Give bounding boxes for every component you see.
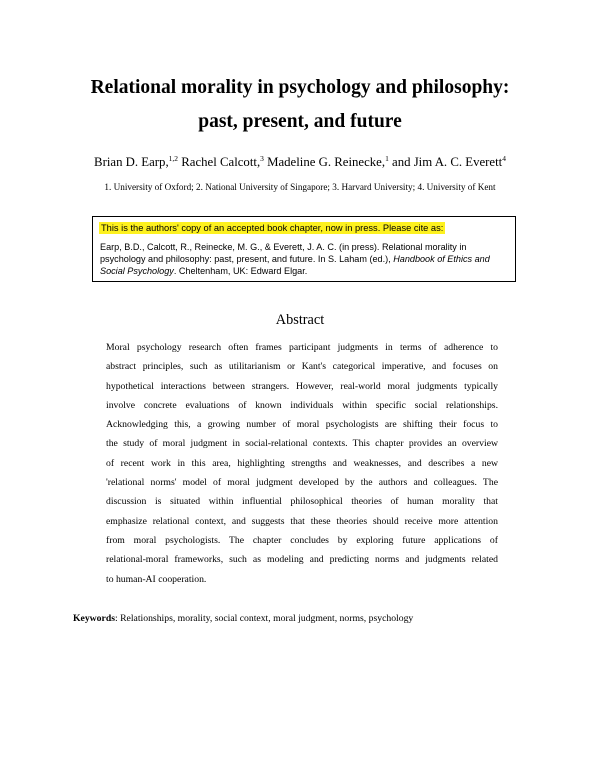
abstract-line: Moral psychology research often frames participant judgments in terms of adherence to: [106, 342, 498, 353]
abstract-line: to human-AI cooperation.: [106, 573, 207, 585]
citation-book-title: Handbook of Ethics and Social Psychology: [100, 253, 490, 276]
citation-box: [92, 216, 516, 282]
author-name: and Jim A. C. Everett: [392, 155, 503, 169]
abstract-line: of recent work in this area, highlighting strengths and weaknesses, and describes a new: [106, 457, 498, 469]
abstract-heading: Abstract: [275, 312, 325, 328]
author-name: Madeline G. Reinecke,: [267, 155, 386, 169]
affiliations: 1. University of Oxford; 2. National University of Singapore; 3. Harvard University; 4. University of Kent: [104, 182, 496, 192]
abstract-line: involve concrete evaluations of known individuals within specific social relationships.: [106, 399, 498, 411]
paper-title-line-1: Relational morality in psychology and philosophy:: [90, 77, 510, 98]
keywords-text: : Relationships, morality, social context, moral judgment, norms, psychology: [114, 613, 414, 624]
keywords-label: Keywords: [73, 613, 115, 624]
author-affiliation-marker: 1,2: [168, 154, 179, 163]
abstract-line: 'relational norms' model of moral judgment developed by the authors and colleagues. The: [106, 477, 498, 489]
abstract-line: relational-moral frameworks, such as modeling and predicting norms and judgments related: [106, 554, 498, 566]
abstract-line: hypothetical interactions between strangers. However, real-world moral judgments typically: [106, 380, 498, 392]
abstract-body: [106, 338, 498, 589]
author-list: [40, 153, 560, 171]
citation-reference: [100, 242, 508, 277]
author-affiliation-marker: 4: [502, 154, 506, 163]
paper-title-line-2: past, present, and future: [198, 111, 402, 132]
abstract-line: the study of moral judgment in social-relational contexts. This chapter provides an overview: [106, 438, 498, 450]
citation-reference-suffix: . Cheltenham, UK: Edward Elgar.: [173, 265, 308, 276]
author-name: Brian D. Earp,: [94, 155, 169, 169]
abstract-line: from moral psychologists. The chapter concludes by exploring future applications of: [106, 534, 498, 546]
abstract-line: discussion is situated within influential philosophical theories of human morality that: [106, 496, 498, 508]
abstract-line: abstract principles, such as utilitarianism or Kant's categorical imperative, and focuses on: [106, 361, 498, 373]
citation-note-highlighted: This is the authors' copy of an accepted book chapter, now in press. Please cite as:: [101, 223, 444, 233]
abstract-line: emphasize relational context, and suggests that these theories should receive more attention: [106, 515, 498, 527]
author-affiliation-marker: 3: [260, 154, 264, 163]
author-affiliation-marker: 1: [385, 154, 389, 163]
keywords: [73, 612, 543, 626]
author-name: Rachel Calcott,: [181, 155, 261, 169]
citation-reference-prefix: Earp, B.D., Calcott, R., Reinecke, M. G., & Everett, J. A. C. (in press). Relational morality in psychology and philosophy: past, present, and future. In S. Laham (ed.),: [100, 242, 467, 264]
abstract-line: Acknowledging this, a growing number of moral psychologists are shifting their focus to: [106, 419, 498, 431]
